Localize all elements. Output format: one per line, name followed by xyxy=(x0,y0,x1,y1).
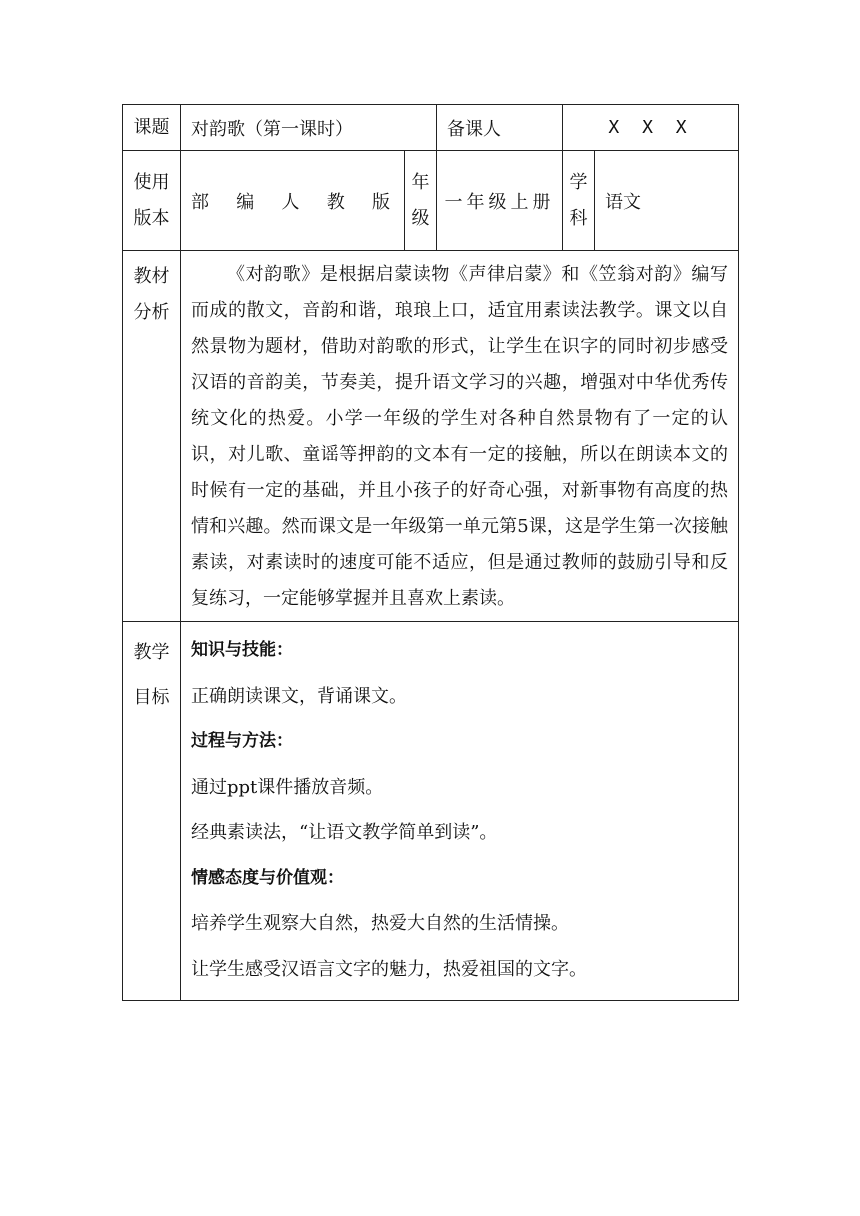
objectives-content xyxy=(181,622,738,1000)
grade-label-line-2: 级 xyxy=(411,207,430,229)
analysis-text: 《对韵歌》是根据启蒙读物《声律启蒙》和《笠翁对韵》编写而成的散文，音韵和谐，琅琅上口，适宜用素读法教学。课文以自然景物为题材，借助对韵歌的形式，让学生在识字的同时初步感受汉语的音韵美，节奏美，提升语文学习的兴趣，增强对中华优秀传统文化的热爱。小学一年级的学生对各种自然景物有了一定的认识，对儿歌、童谣等押韵的文本有一定的接触，所以在朗读本文的时候有一定的基础，并且小孩子的好奇心强，对新事物有高度的热情和兴趣。然而课文是一年级第一单元第5课，这是学生第一次接触素读，对素读时的速度可能不适应，但是通过教师的鼓励引导和反复练习，一定能够掌握并且喜欢上素读。 xyxy=(191,264,728,609)
edition-char: 编 xyxy=(236,191,255,213)
emotion-item: 培养学生观察大自然，热爱大自然的生活情操。 xyxy=(191,913,569,934)
knowledge-item: 正确朗读课文，背诵课文。 xyxy=(191,685,407,707)
objectives-row xyxy=(123,622,739,1001)
subject-value: 对韵歌（第一课时） xyxy=(181,105,437,151)
objectives-label-line-1: 教学 xyxy=(133,642,170,663)
course-label-line-1: 学 xyxy=(569,171,588,193)
preparer-label: 备课人 xyxy=(437,105,563,151)
analysis-cell xyxy=(181,251,739,622)
preparer-value: X X X xyxy=(563,105,739,151)
objectives-cell xyxy=(181,622,739,1001)
grade-label-line-1: 年 xyxy=(411,171,430,193)
analysis-label-line-1: 教材 xyxy=(133,266,170,287)
edition-row xyxy=(123,151,739,251)
analysis-row xyxy=(123,251,739,622)
analysis-label-line-2: 分析 xyxy=(133,302,170,323)
course-label xyxy=(563,151,595,251)
edition-char: 部 xyxy=(191,191,209,213)
subject-label: 课题 xyxy=(123,105,181,151)
knowledge-heading: 知识与技能： xyxy=(191,640,293,660)
process-heading: 过程与方法： xyxy=(191,731,293,751)
process-item: 通过ppt课件播放音频。 xyxy=(191,776,384,798)
edition-value-chars xyxy=(181,188,404,214)
objectives-label-line-2: 目标 xyxy=(133,687,170,708)
edition-char: 人 xyxy=(281,191,300,213)
edition-label xyxy=(123,151,181,251)
edition-char: 教 xyxy=(326,191,345,213)
objectives-label xyxy=(123,622,181,1001)
course-label-line-2: 科 xyxy=(569,207,588,229)
grade-value: 一年级上册 xyxy=(437,151,563,251)
edition-label-line-1: 使用 xyxy=(133,171,170,193)
process-item: 经典素读法，“让语文教学简单到读”。 xyxy=(191,822,498,843)
lesson-plan-table xyxy=(122,104,739,1001)
emotion-item: 让学生感受汉语言文字的魅力，热爱祖国的文字。 xyxy=(191,958,587,980)
course-value: 语文 xyxy=(595,151,739,251)
analysis-label xyxy=(123,251,181,622)
edition-label-line-2: 版本 xyxy=(133,207,170,229)
grade-label xyxy=(405,151,437,251)
edition-char: 版 xyxy=(372,191,390,213)
edition-value xyxy=(181,151,405,251)
emotion-heading: 情感态度与价值观： xyxy=(191,867,344,888)
subject-row xyxy=(123,105,739,151)
